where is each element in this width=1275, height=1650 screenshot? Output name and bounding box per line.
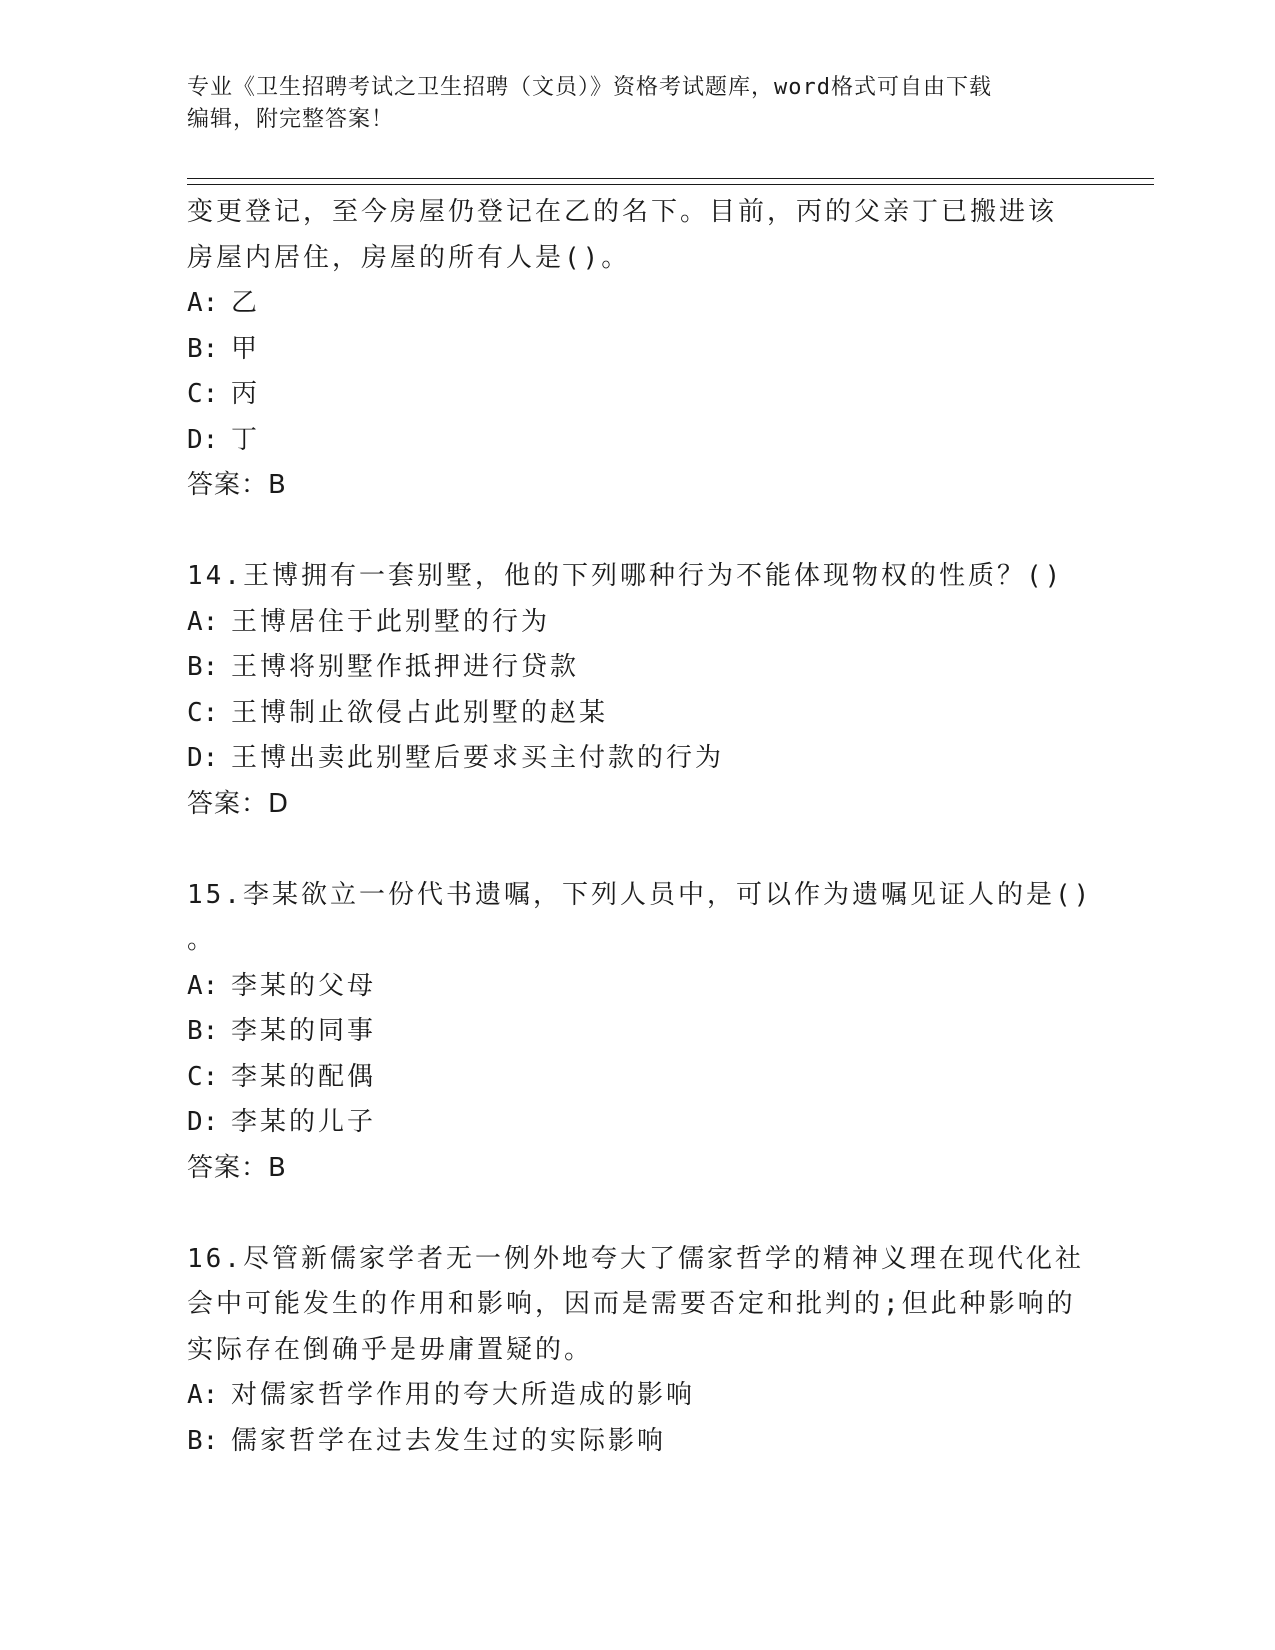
option-c — [187, 372, 1087, 418]
question-13 — [187, 190, 1087, 509]
option-label: B: — [187, 333, 219, 364]
option-text: 王博居住于此别墅的行为 — [231, 606, 551, 637]
option-d — [187, 1100, 1087, 1146]
question-list — [187, 190, 1093, 1464]
question-text-line: 实际存在倒确乎是毋庸置疑的。 — [187, 1334, 594, 1365]
question-text-line: 。 — [187, 925, 217, 955]
option-label: D: — [187, 424, 219, 455]
option-label: D: — [187, 743, 219, 773]
answer-line: 答案：B — [187, 470, 287, 500]
option-text: 李某的配偶 — [231, 1061, 377, 1092]
option-text: 乙 — [231, 288, 261, 318]
option-text: 王博制止欲侵占此别墅的赵某 — [231, 697, 609, 728]
option-label: A: — [187, 1380, 219, 1410]
header-line-1: 专业《卫生招聘考试之卫生招聘（文员）》资格考试题库，word格式可自由下载 — [187, 75, 992, 100]
option-text: 儒家哲学在过去发生过的实际影响 — [231, 1425, 667, 1456]
question-text-line: 房屋内居住，房屋的所有人是()。 — [187, 242, 631, 273]
option-label: A: — [187, 288, 219, 318]
option-b — [187, 645, 1087, 691]
option-c — [187, 691, 1087, 737]
question-14 — [187, 554, 1087, 827]
option-label: A: — [187, 606, 219, 637]
option-b — [187, 1419, 1087, 1465]
question-16 — [187, 1237, 1087, 1465]
option-a — [187, 600, 1087, 646]
answer-line: 答案：D — [187, 788, 290, 819]
option-label: A: — [187, 970, 219, 1001]
option-label: C: — [187, 379, 219, 409]
answer-line: 答案：B — [187, 1152, 287, 1183]
option-text: 对儒家哲学作用的夸大所造成的影响 — [231, 1380, 696, 1410]
option-c — [187, 1055, 1087, 1101]
option-text: 王博将别墅作抵押进行贷款 — [231, 652, 580, 682]
header-divider-top — [187, 178, 1154, 179]
option-label: D: — [187, 1107, 219, 1137]
question-text-line: 会中可能发生的作用和影响，因而是需要否定和批判的;但此种影响的 — [187, 1289, 1076, 1319]
option-d — [187, 736, 1087, 782]
spacer — [187, 1191, 1087, 1237]
option-text: 甲 — [231, 333, 261, 364]
option-text: 李某的同事 — [231, 1016, 377, 1046]
spacer — [187, 509, 1087, 555]
option-label: B: — [187, 652, 219, 682]
question-15 — [187, 873, 1093, 1192]
option-text: 李某的父母 — [231, 970, 377, 1001]
option-a — [187, 1373, 1087, 1419]
option-a — [187, 964, 1087, 1010]
option-text: 李某的儿子 — [231, 1107, 377, 1137]
document-header — [187, 72, 1087, 136]
option-text: 丙 — [231, 379, 261, 409]
option-text: 丁 — [231, 424, 261, 455]
option-label: B: — [187, 1016, 219, 1046]
option-d — [187, 418, 1087, 464]
option-text: 王博出卖此别墅后要求买主付款的行为 — [231, 743, 725, 773]
header-line-2: 编辑，附完整答案！ — [187, 107, 395, 132]
question-text-line: 16.尽管新儒家学者无一例外地夸大了儒家哲学的精神义理在现代化社 — [187, 1243, 1084, 1274]
option-b — [187, 1009, 1087, 1055]
header-divider-bottom — [187, 184, 1154, 185]
question-text-line: 14.王博拥有一套别墅，他的下列哪种行为不能体现物权的性质？() — [187, 561, 1064, 591]
option-label: B: — [187, 1425, 219, 1456]
spacer — [187, 827, 1087, 873]
option-label: C: — [187, 697, 219, 728]
question-text-line: 变更登记，至今房屋仍登记在乙的名下。目前，丙的父亲丁已搬进该 — [187, 197, 1058, 227]
option-a — [187, 281, 1087, 327]
option-b — [187, 327, 1087, 373]
option-label: C: — [187, 1061, 219, 1092]
question-text-line: 15.李某欲立一份代书遗嘱，下列人员中，可以作为遗嘱见证人的是() — [187, 879, 1093, 910]
